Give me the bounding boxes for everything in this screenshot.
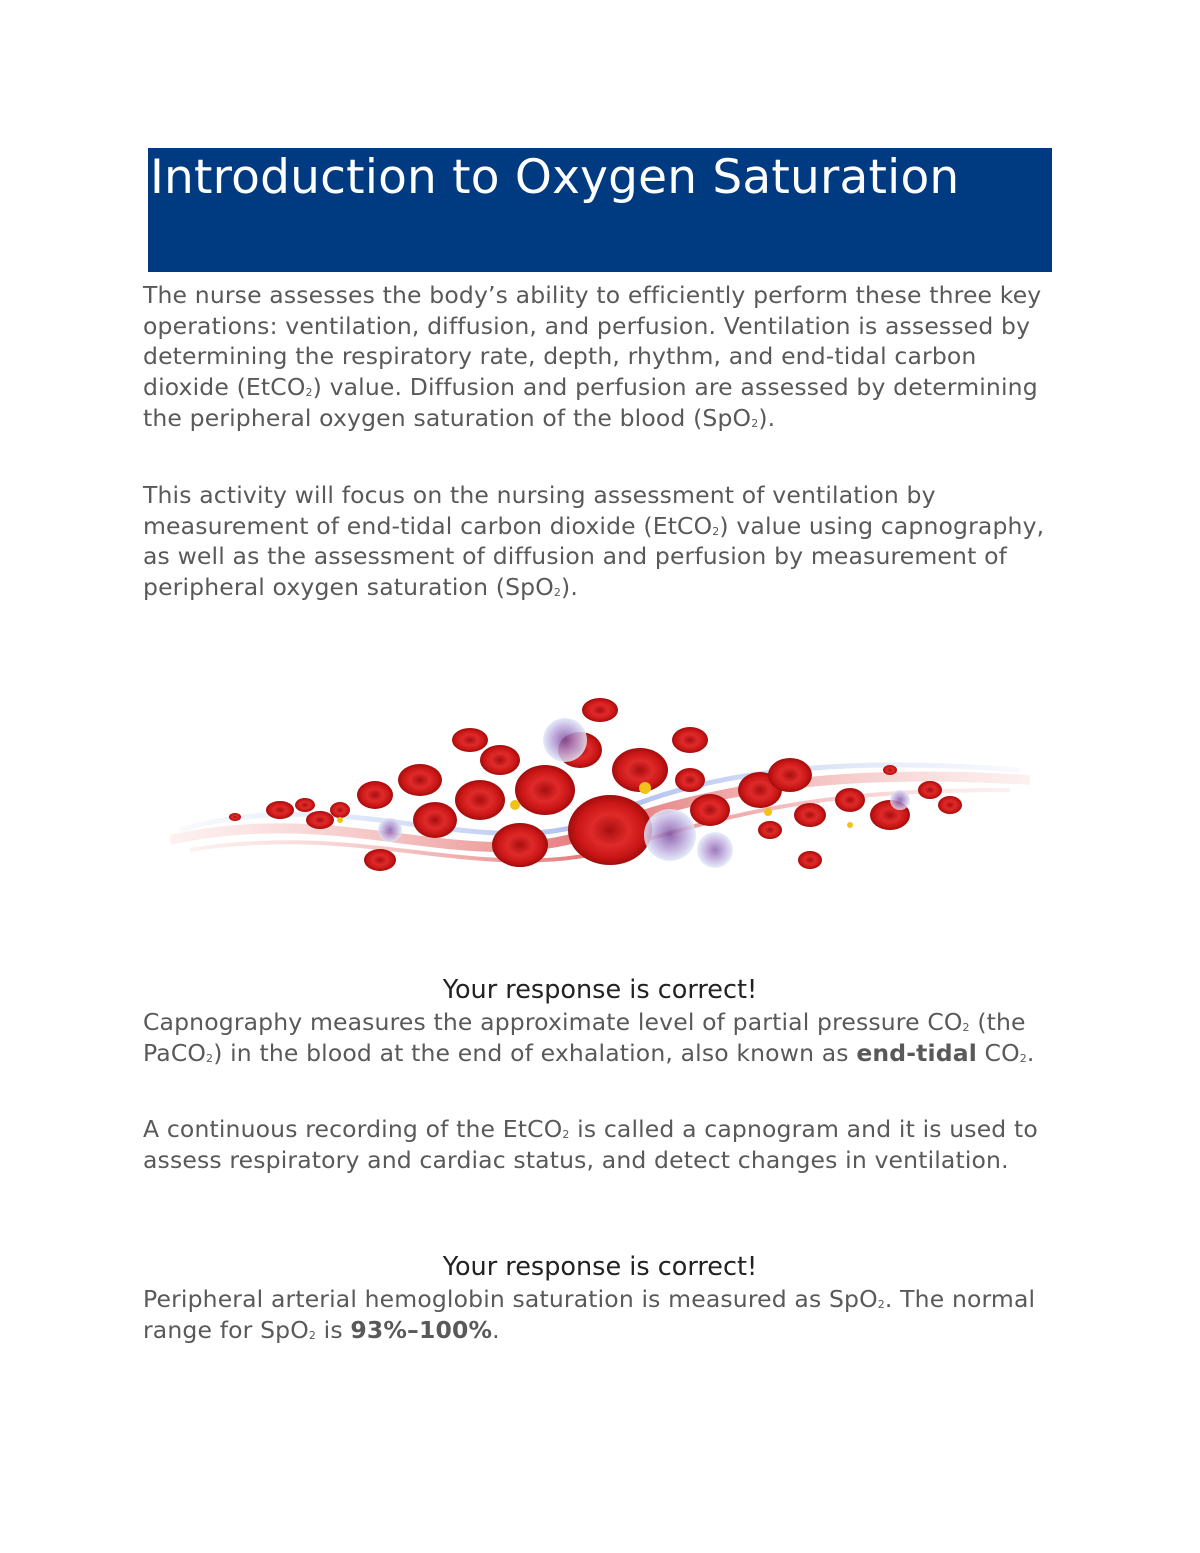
feedback-heading-2: Your response is correct! (442, 1252, 758, 1282)
feedback-1-paragraph-2: A continuous recording of the EtCO$_2$ is called a capnogram and it is used to assess respiratory and cardiac status, and detect changes in ventilation. (143, 1115, 1038, 1174)
intro-paragraph-1: The nurse assesses the body’s ability to efficiently perform these three key operations: ventilation, diffusion, and perfusion. Ventilation is assessed by determining the respiratory rate, depth, rhythm, and end-tidal carbon dioxide (EtCO$_2$) value. Diffusion and perfusion are assessed by determining the peripheral oxygen saturation of the blood (SpO$_2$). (143, 281, 1042, 432)
feedback-2-paragraph-1: Peripheral arterial hemoglobin saturation is measured as SpO$_2$. The normal range for SpO$_2$ is 93%–100%. (143, 1285, 1036, 1344)
intro-paragraph-2: This activity will focus on the nursing assessment of ventilation by measurement of end-tidal carbon dioxide (EtCO$_2$) value using capnography, as well as the assessment of diffusion and perfusion by measurement of peripheral oxygen saturation (SpO$_2$). (143, 481, 1045, 602)
page-title: Introduction to Oxygen Saturation (150, 150, 960, 205)
feedback-heading-1: Your response is correct! (442, 975, 758, 1005)
title-banner (148, 148, 1052, 272)
feedback-1-paragraph-1: Capnography measures the approximate level of partial pressure $CO_2$ (the PaCO$_2$) in the blood at the end of exhalation, also known as end-tidal $CO_2$. (143, 1008, 1035, 1067)
blood-cells-illustration (170, 680, 1030, 890)
